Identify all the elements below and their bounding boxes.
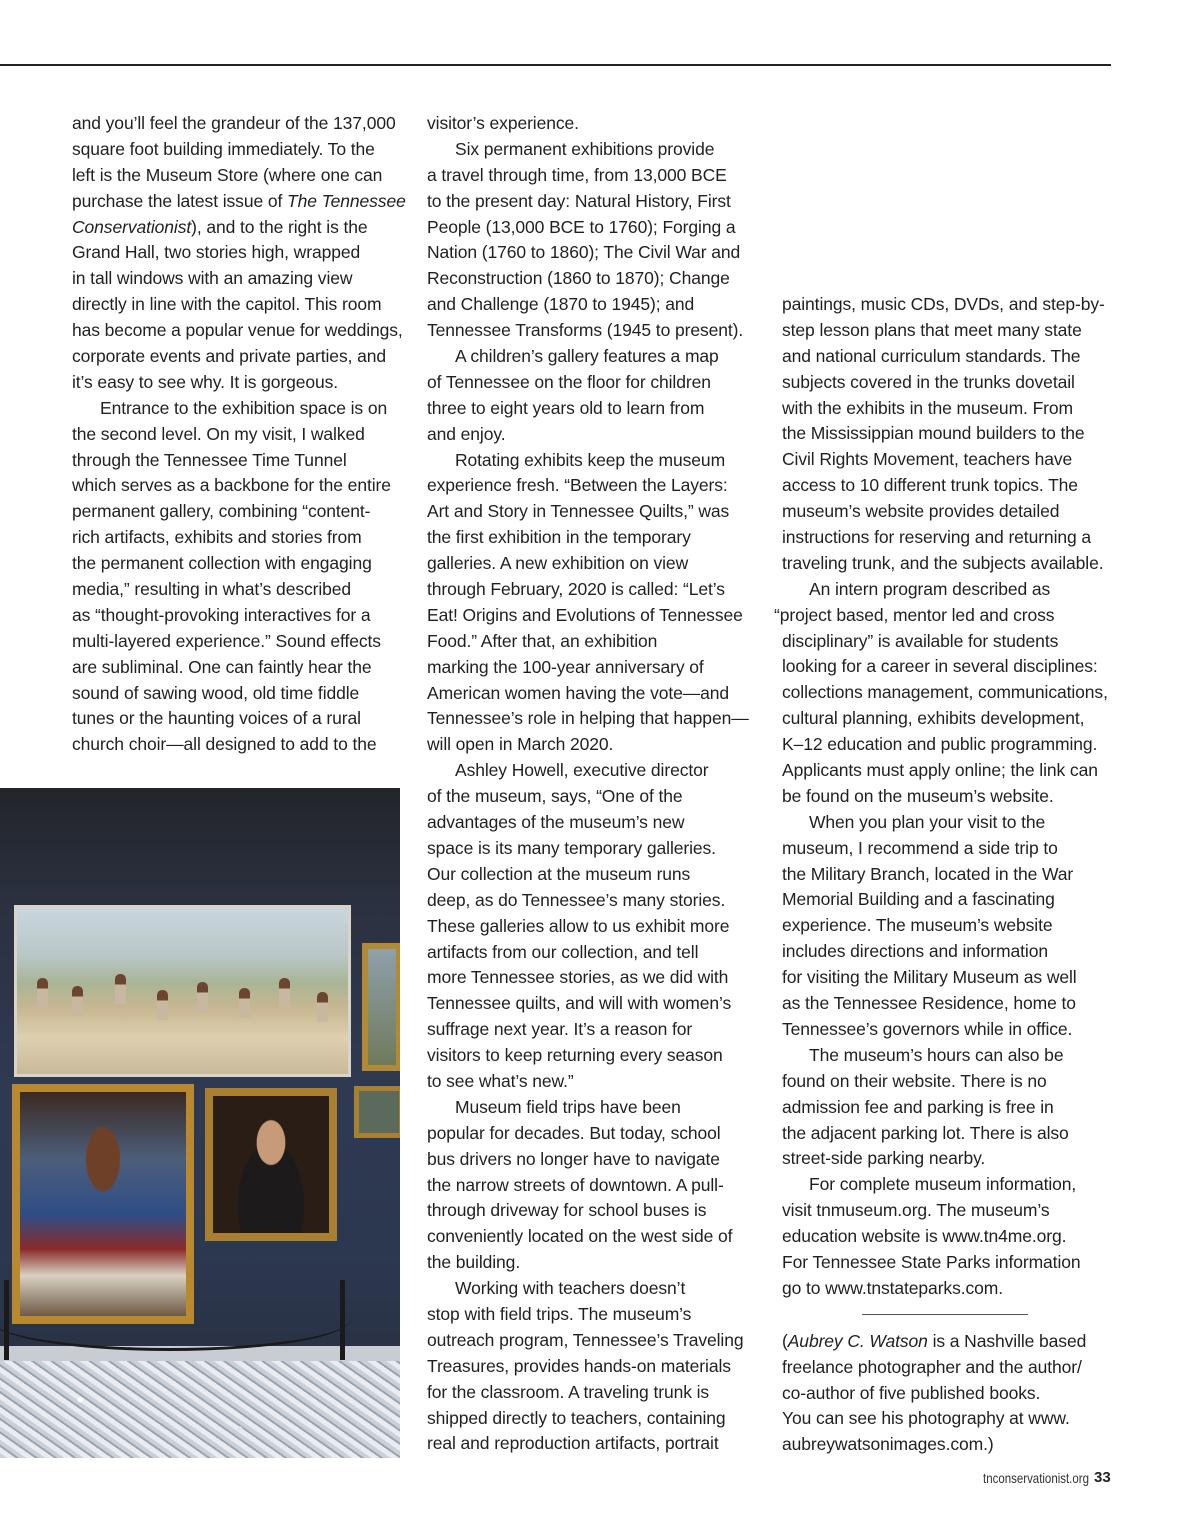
text-line: You can see his photography at www. <box>782 1408 1070 1429</box>
text-line: with the exhibits in the museum. From <box>782 397 1073 418</box>
text-line: the second level. On my visit, I walked <box>72 423 365 444</box>
stanchion-post <box>340 1280 345 1360</box>
text-line: be found on the museum’s website. <box>782 785 1054 806</box>
text-line: visitors to keep returning every season <box>427 1045 723 1066</box>
text-line: space is its many temporary galleries. <box>427 837 716 858</box>
text-line: of the museum, says, “One of the <box>427 786 683 807</box>
text-line: disciplinary” is available for students <box>782 630 1059 651</box>
text-line: and national curriculum standards. The <box>782 345 1081 366</box>
text-line: American women having the vote—and <box>427 682 730 703</box>
text-line: cultural planning, exhibits development, <box>782 708 1085 729</box>
text-line: Tennessee’s governors while in office. <box>782 1018 1073 1039</box>
text-line: looking for a career in several disciplines: <box>782 656 1098 677</box>
text-line: paintings, music CDs, DVDs, and step-by- <box>782 294 1105 314</box>
text-line: Conservationist), and to the right is the <box>72 216 368 237</box>
author-bio <box>782 1329 1118 1458</box>
text-line: Nation (1760 to 1860); The Civil War and <box>427 242 741 263</box>
text-line: Applicants must apply online; the link can <box>782 760 1098 781</box>
text-line: conveniently located on the west side of <box>427 1226 733 1247</box>
text-line: Ashley Howell, executive director <box>455 760 709 781</box>
text-line: Entrance to the exhibition space is on <box>100 397 388 418</box>
museum-gallery-photo <box>0 788 400 1458</box>
text-line: Art and Story in Tennessee Quilts,” was <box>427 501 730 522</box>
text-line: church choir—all designed to add to the <box>72 734 377 755</box>
text-line: to see what’s new.” <box>427 1070 574 1091</box>
article-column-1 <box>72 111 408 758</box>
text-line: purchase the latest issue of The Tennessee <box>72 190 406 211</box>
landscape-painting <box>14 905 351 1077</box>
text-line: subjects covered in the trunks dovetail <box>782 371 1075 392</box>
text-line: a travel through time, from 13,000 BCE <box>427 164 727 185</box>
text-line: street-side parking nearby. <box>782 1148 986 1169</box>
text-line: the permanent collection with engaging <box>72 553 372 574</box>
text-line: multi-layered experience.” Sound effects <box>72 630 381 651</box>
portrait-painting-gentleman <box>205 1088 337 1241</box>
text-line: step lesson plans that meet many state <box>782 319 1082 340</box>
text-line: Food.” After that, an exhibition <box>427 630 658 651</box>
text-line: deep, as do Tennessee’s many stories. <box>427 889 726 910</box>
text-line: the first exhibition in the temporary <box>427 527 691 548</box>
article-column-3-body <box>774 292 1118 1302</box>
text-line: Tennessee Transforms (1945 to present). <box>427 320 744 341</box>
gallery-floor <box>0 1361 400 1458</box>
text-line: museum, I recommend a side trip to <box>782 837 1058 858</box>
text-line: Our collection at the museum runs <box>427 863 691 884</box>
article-column-3 <box>774 292 1118 1458</box>
text-line: as the Tennessee Residence, home to <box>782 993 1076 1014</box>
text-line: of Tennessee on the floor for children <box>427 371 711 392</box>
text-line: admission fee and parking is free in <box>782 1096 1054 1117</box>
text-line: it’s easy to see why. It is gorgeous. <box>72 371 339 392</box>
text-line: visit tnmuseum.org. The museum’s <box>782 1200 1050 1221</box>
header-rule <box>0 64 1111 66</box>
text-line: Civil Rights Movement, teachers have <box>782 449 1073 470</box>
text-line: Tennessee quilts, and will with women’s <box>427 993 732 1014</box>
text-line: the Mississippian mound builders to the <box>782 423 1085 444</box>
text-line: Tennessee’s role in helping that happen— <box>427 708 749 729</box>
text-line: Museum field trips have been <box>455 1096 681 1117</box>
text-line: experience fresh. “Between the Layers: <box>427 475 728 496</box>
text-line: galleries. A new exhibition on view <box>427 553 689 574</box>
text-line: popular for decades. But today, school <box>427 1122 721 1143</box>
text-line: co-author of five published books. <box>782 1382 1041 1403</box>
text-line: stop with field trips. The museum’s <box>427 1303 692 1324</box>
article-column-2 <box>427 111 763 1457</box>
text-line: Grand Hall, two stories high, wrapped <box>72 242 361 263</box>
text-line: as “thought-provoking interactives for a <box>72 604 371 625</box>
small-framed-painting <box>354 1086 400 1138</box>
text-line: the Military Branch, located in the War <box>782 863 1074 884</box>
text-line: Eat! Origins and Evolutions of Tennessee <box>427 604 743 625</box>
text-line: An intern program described as <box>809 578 1051 599</box>
text-line: traveling trunk, and the subjects available. <box>782 552 1104 573</box>
page-number: 33 <box>1094 1469 1111 1486</box>
text-line: left is the Museum Store (where one can <box>72 164 383 185</box>
text-line: These galleries allow to us exhibit more <box>427 915 730 936</box>
text-line: visitor’s experience. <box>427 113 579 133</box>
stanchion-rope <box>0 1288 350 1351</box>
text-line: K–12 education and public programming. <box>782 734 1098 755</box>
text-line: rich artifacts, exhibits and stories from <box>72 527 362 548</box>
text-line: advantages of the museum’s new <box>427 812 685 833</box>
stanchion-post <box>4 1280 9 1360</box>
text-line: and Challenge (1870 to 1945); and <box>427 294 695 315</box>
text-line: and enjoy. <box>427 423 506 444</box>
footer-url: tnconservationist.org <box>983 1470 1089 1486</box>
text-line: (Aubrey C. Watson is a Nashville based <box>782 1330 1087 1351</box>
text-line: freelance photographer and the author/ <box>782 1356 1082 1377</box>
text-line: aubreywatsonimages.com.) <box>782 1434 994 1455</box>
text-line: found on their website. There is no <box>782 1070 1047 1091</box>
text-line: and you’ll feel the grandeur of the 137,000 <box>72 113 396 133</box>
text-line: People (13,000 BCE to 1760); Forging a <box>427 216 736 237</box>
text-line: for the classroom. A traveling trunk is <box>427 1381 710 1402</box>
text-line: will open in March 2020. <box>427 734 614 755</box>
text-line: experience. The museum’s website <box>782 915 1053 936</box>
text-line: marking the 100-year anniversary of <box>427 656 704 677</box>
text-line: When you plan your visit to the <box>809 811 1046 832</box>
text-line: real and reproduction artifacts, portrait <box>427 1433 719 1454</box>
text-line: to the present day: Natural History, First <box>427 190 731 211</box>
text-line: Memorial Building and a fascinating <box>782 889 1055 910</box>
text-line: collections management, communications, <box>782 682 1108 703</box>
text-line: Rotating exhibits keep the museum <box>455 449 726 470</box>
text-line: Working with teachers doesn’t <box>455 1278 686 1299</box>
text-line: museum’s website provides detailed <box>782 501 1060 522</box>
text-line: The museum’s hours can also be <box>809 1044 1064 1065</box>
text-line: includes directions and information <box>782 941 1048 962</box>
text-line: A children’s gallery features a map <box>455 346 719 367</box>
text-line: media,” resulting in what’s described <box>72 579 352 600</box>
text-line: through February, 2020 is called: “Let’s <box>427 579 725 600</box>
text-line: square foot building immediately. To the <box>72 138 375 159</box>
text-line: the building. <box>427 1252 521 1273</box>
text-line: more Tennessee stories, as we did with <box>427 967 729 988</box>
text-line: permanent gallery, combining “content- <box>72 501 371 522</box>
text-line: access to 10 different trunk topics. The <box>782 475 1078 496</box>
text-line: outreach program, Tennessee’s Traveling <box>427 1329 744 1350</box>
text-line: corporate events and private parties, and <box>72 346 387 367</box>
text-line: artifacts from our collection, and tell <box>427 941 699 962</box>
text-line: through the Tennessee Time Tunnel <box>72 449 347 470</box>
text-line: three to eight years old to learn from <box>427 397 705 418</box>
text-line: For Tennessee State Parks information <box>782 1251 1081 1272</box>
text-line: “project based, mentor led and cross <box>774 604 1055 625</box>
text-line: which serves as a backbone for the entire <box>72 475 391 496</box>
text-line: for visiting the Military Museum as well <box>782 967 1077 988</box>
text-line: go to www.tnstateparks.com. <box>782 1277 1004 1298</box>
text-line: Treasures, provides hands-on materials <box>427 1355 731 1376</box>
text-line: directly in line with the capitol. This room <box>72 294 382 315</box>
text-line: For complete museum information, <box>809 1174 1077 1195</box>
text-line: the adjacent parking lot. There is also <box>782 1122 1069 1143</box>
text-line: instructions for reserving and returning a <box>782 527 1092 548</box>
text-line: in tall windows with an amazing view <box>72 268 353 289</box>
text-line: education website is www.tn4me.org. <box>782 1226 1067 1247</box>
text-line: Six permanent exhibitions provide <box>455 138 715 159</box>
text-line: tunes or the haunting voices of a rural <box>72 708 361 729</box>
framed-painting-edge <box>362 943 400 1071</box>
text-line: the narrow streets of downtown. A pull- <box>427 1174 724 1195</box>
text-line: bus drivers no longer have to navigate <box>427 1148 720 1169</box>
bio-separator-rule <box>862 1314 1028 1315</box>
text-line: shipped directly to teachers, containing <box>427 1407 726 1428</box>
text-line: has become a popular venue for weddings, <box>72 320 403 341</box>
text-line: Reconstruction (1860 to 1870); Change <box>427 268 730 289</box>
text-line: sound of sawing wood, old time fiddle <box>72 682 360 703</box>
text-line: suffrage next year. It’s a reason for <box>427 1019 693 1040</box>
text-line: are subliminal. One can faintly hear the <box>72 656 372 677</box>
text-line: through driveway for school buses is <box>427 1200 707 1221</box>
